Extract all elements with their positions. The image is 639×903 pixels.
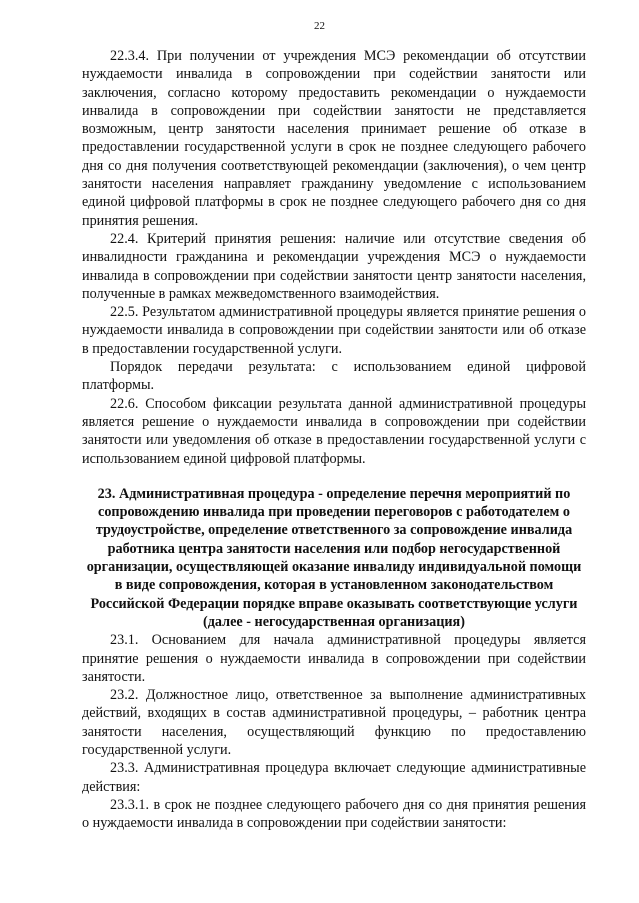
paragraph-22-6: 22.6. Способом фиксации результата данной административной процедуры является решение о нуждаемости инвалида в сопровождении при содействии занятости или уведомления об отказе в предоставлении государственной услуги с использованием единой цифровой платформы. [82,395,586,467]
paragraph-22-3-4: 22.3.4. При получении от учреждения МСЭ рекомендации об отсутствии нуждаемости инвалида в сопровождении при содействии занятости или заключения, согласно которому предоставить рекомендации о нуждаемости инвалида в сопровождении при содействии занятости не представляется возможным, центр занятости населения принимает решение об отказе в предоставлении государственной услуги в срок не позднее следующего рабочего дня со дня получения соответствующей рекомендации (заключения), о чем центр занятости населения направляет гражданину уведомление с использованием единой цифровой платформы в срок не позднее следующего рабочего дня со дня принятия решения. [82,48,586,229]
paragraph-23-2: 23.2. Должностное лицо, ответственное за выполнение административных действий, входящих в состав административной процедуры, – работник центра занятости населения, осуществляющий функцию по предоставлению государственной услуги. [82,687,586,758]
page-number: 22 [314,20,325,32]
paragraph-22-5: 22.5. Результатом административной процедуры является принятие решения о нуждаемости инвалида в сопровождении при содействии занятости или об отказе в предоставлении государственной услуги. [82,304,586,357]
paragraph-22-4: 22.4. Критерий принятия решения: наличие или отсутствие сведения об инвалидности гражданина и рекомендации учреждения МСЭ о нуждаемости инвалида в сопровождении при содействии занятости центр занятости населения, полученные в рамках межведомственного взаимодействия. [82,230,586,302]
paragraph-23-3-1: 23.3.1. в срок не позднее следующего рабочего дня со дня принятия решения о нуждаемости инвалида в сопровождении при содействии занятости: [82,796,586,832]
document-body [82,47,586,832]
section-heading-23: 23. Административная процедура - определение перечня мероприятий по сопровождению инвалида при проведении переговоров с работодателем о трудоустройстве, определение ответственного за сопровождение инвалида работника центра занятости населения или подбор негосударственной организации, осуществляющей оказание инвалиду индивидуальной помощи в виде сопровождения, которая в установленном законодательством Российской Федерации порядке вправе оказывать соответствующие услуги (далее - негосударственная организация) [86,485,582,630]
paragraph-result-transfer: Порядок передачи результата: с использованием единой цифровой платформы. [82,359,586,394]
paragraph-23-1: 23.1. Основанием для начала административной процедуры является принятие решения о нуждаемости инвалида в сопровождении при содействии занятости. [82,632,586,685]
paragraph-23-3: 23.3. Административная процедура включает следующие административные действия: [82,760,586,795]
